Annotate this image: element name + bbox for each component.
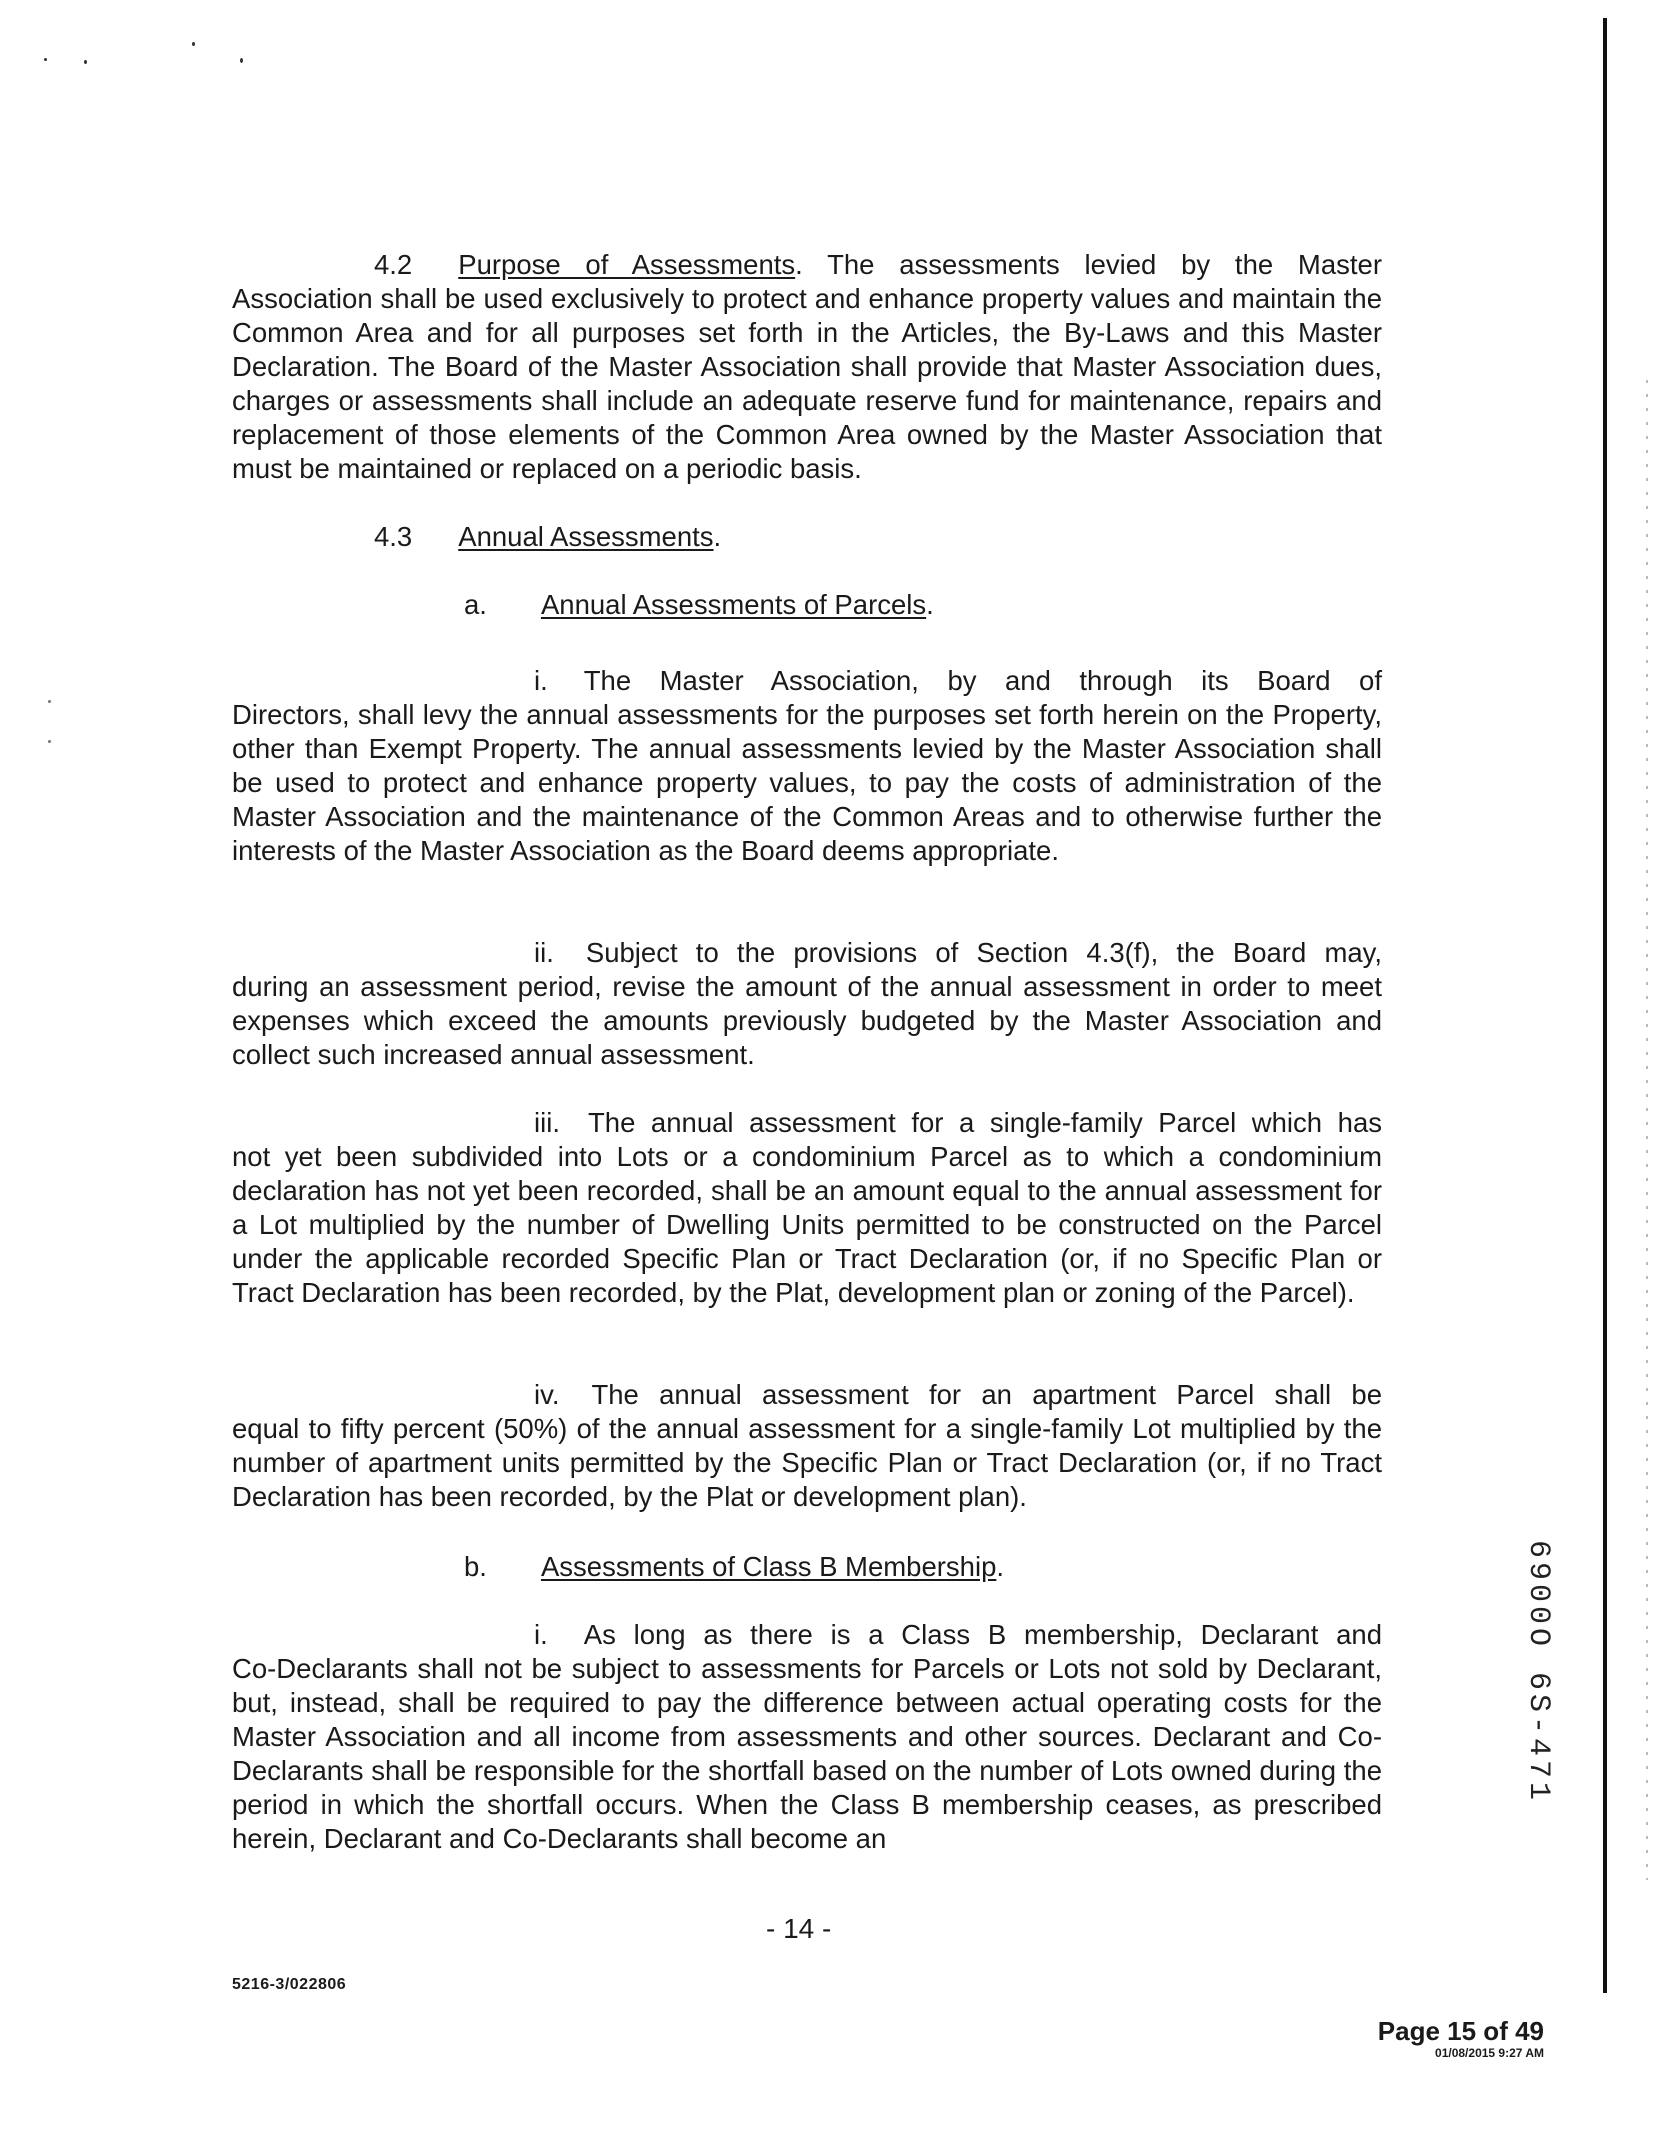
item-b-i	[232, 1618, 1382, 1856]
scan-dotted-edge	[1646, 380, 1648, 1880]
side-recording-stamp: 6900O 6S-471	[1521, 1540, 1555, 1805]
item-b-i-numeral: i.	[534, 1619, 548, 1650]
page-stamp	[1320, 2016, 1544, 2060]
scan-specks	[40, 40, 280, 80]
item-a-i-first: The Master Association, by and through its Board of	[583, 665, 1382, 696]
item-b-i-body: Co-Declarants shall not be subject to assessments for Parcels or Lots not sold by Declarant, but, instead, shall be required to pay the difference between actual operating costs for the Master Association and all income from assessments and other sources. Declarant and Co-Declarants shall be responsible for the shortfall based on the number of Lots owned during the period in which the shortfall occurs. When the Class B membership ceases, as prescribed herein, Declarant and Co-Declarants shall become an	[232, 1653, 1382, 1854]
item-a-ii	[232, 936, 1382, 1072]
item-a-ii-first: Subject to the provisions of Section 4.3(f), the Board may,	[585, 937, 1382, 968]
item-a-iii-numeral: iii.	[534, 1107, 560, 1138]
section-4-3	[232, 520, 1382, 554]
scan-left-marks	[48, 700, 52, 780]
subsection-b-heading: Assessments of Class B Membership	[540, 1551, 997, 1582]
item-a-iv	[232, 1378, 1382, 1514]
section-4-3-number: 4.3	[374, 521, 413, 552]
document-code: 5216-3/022806	[232, 1976, 347, 1993]
item-a-iv-numeral: iv.	[534, 1379, 560, 1410]
subsection-b	[232, 1550, 1382, 1584]
item-a-iii-first: The annual assessment for a single-family Parcel which has	[587, 1107, 1382, 1138]
section-4-3-heading: Annual Assessments	[458, 521, 714, 552]
stamp-page-count: Page 15 of 49	[1377, 2016, 1544, 2046]
item-a-iv-first: The annual assessment for an apartment Parcel shall be	[591, 1379, 1382, 1410]
subsection-a-heading: Annual Assessments of Parcels	[540, 589, 927, 620]
section-4-2-lead: . The assessments levied by the Master	[795, 249, 1382, 280]
section-4-3-tail: .	[713, 521, 722, 552]
subsection-b-tail: .	[996, 1551, 1005, 1582]
item-a-i-numeral: i.	[534, 665, 548, 696]
item-a-iii-body: not yet been subdivided into Lots or a condominium Parcel as to which a condominium declaration has not yet been recorded, shall be an amount equal to the annual assessment for a Lot multiplied by the number of Dwelling Units permitted to be constructed on the Parcel under the applicable recorded Specific Plan or Tract Declaration (or, if no Specific Plan or Tract Declaration has been recorded, by the Plat, development plan or zoning of the Parcel).	[232, 1141, 1382, 1308]
item-a-ii-body: during an assessment period, revise the amount of the annual assessment in order to meet expenses which exceed the amounts previously budgeted by the Master Association and collect such increased annual assessment.	[232, 971, 1382, 1070]
item-a-iii	[232, 1106, 1382, 1310]
section-4-2-body: Association shall be used exclusively to protect and enhance property values and maintain the Common Area and for all purposes set forth in the Articles, the By-Laws and this Master Declaration. The Board of the Master Association shall provide that Master Association dues, charges or assessments shall include an adequate reserve fund for maintenance, repairs and replacement of those elements of the Common Area owned by the Master Association that must be maintained or replaced on a periodic basis.	[232, 283, 1382, 484]
subsection-a	[232, 588, 1382, 622]
subsection-a-tail: .	[926, 589, 934, 620]
subsection-a-letter: a.	[464, 589, 487, 620]
page-number: - 14 -	[766, 1913, 832, 1944]
item-b-i-first: As long as there is a Class B membership, Declarant and	[583, 1619, 1382, 1650]
item-a-ii-numeral: ii.	[534, 937, 554, 968]
scan-edge-line	[1603, 18, 1607, 1993]
section-4-2	[232, 248, 1382, 486]
section-4-2-heading: Purpose of Assessments	[458, 249, 796, 280]
item-a-iv-body: equal to fifty percent (50%) of the annual assessment for a single-family Lot multiplied by the number of apartment units permitted by the Specific Plan or Tract Declaration (or, if no Tract Declaration has been recorded, by the Plat or development plan).	[232, 1413, 1382, 1512]
item-a-i	[232, 664, 1382, 868]
stamp-date: 01/08/2015 9:27 AM	[1435, 2046, 1544, 2060]
subsection-b-letter: b.	[464, 1551, 487, 1582]
item-a-i-body: Directors, shall levy the annual assessments for the purposes set forth herein on the Property, other than Exempt Property. The annual assessments levied by the Master Association shall be used to protect and enhance property values, to pay the costs of administration of the Master Association and the maintenance of the Common Areas and to otherwise further the interests of the Master Association as the Board deems appropriate.	[232, 699, 1382, 866]
section-4-2-first-line	[232, 248, 1382, 282]
section-4-2-number: 4.2	[374, 249, 413, 280]
